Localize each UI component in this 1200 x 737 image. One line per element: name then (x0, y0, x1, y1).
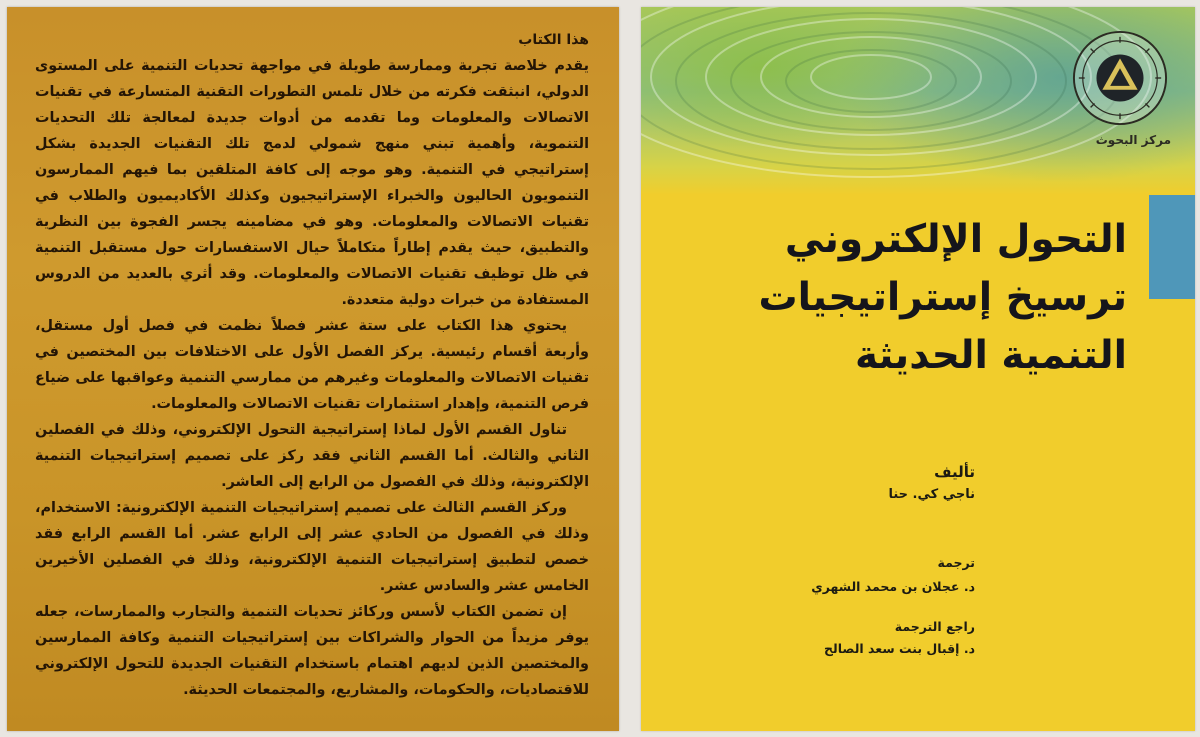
back-paragraph-1: يقدم خلاصة تجربة وممارسة طويلة في مواجهة تحديات التنمية على المستوى الدولي، انبثقت فكرته من خلال تلمس التطورات التقنية المتسارعة في تقنيات الاتصالات والمعلومات وما تقدمه من أدوات جديدة لمعالجة تلك التحديات التنموية، وأهمية تبني منهج شمولي لدمج تلك التقنيات الجديدة بشكل إستراتيجي في التنمية. وهو موجه إلى كافة المتلقين بما فيهم الممارسون التنمويون الحاليون والخبراء الإستراتيجيون وكذلك الأكاديميون والطلاب في تقنيات الاتصالات والمعلومات. وهو في مضامينه يجسر الفجوة بين النظرية والتطبيق، حيث يقدم إطاراً متكاملاً حيال الاستفسارات حول مستقبل التنمية في ظل توظيف تقنيات الاتصالات والمعلومات. وقد أثري بالعديد من الدروس المستفادة من خبرات دولية متعددة. (35, 58, 589, 308)
back-cover-text (35, 27, 589, 703)
title-line-2: ترسيخ إستراتيجيات (758, 275, 1127, 320)
translator-name: د. عجلان بن محمد الشهري (811, 579, 975, 594)
back-cover-heading: هذا الكتاب (518, 32, 589, 48)
translation-label: ترجمة (937, 555, 975, 570)
back-paragraph-5: إن تضمن الكتاب لأسس وركائز تحديات التنمية والتجارب والممارسات، جعله يوفر مزيداً من الحوار والشراكات بين إستراتيجيات التنمية وكافة الممارسين والمختصين الذين لديهم اهتمام باستخدام التقنيات الجديدة للتحول الإلكتروني للاقتصاديات، والحكومات، والمشاريع، والمجتمعات الحديثة. (35, 604, 589, 698)
reviewer-name: د. إقبال بنت سعد الصالح (824, 641, 975, 656)
back-cover (7, 7, 619, 731)
research-center-name: مركز البحوث (1095, 133, 1171, 147)
author-name: ناجي كي. حنا (888, 487, 975, 502)
back-paragraph-4: وركز القسم الثالث على تصميم إستراتيجيات التنمية الإلكترونية: الاستخدام، وذلك في الفصول من الحادي عشر إلى الرابع عشر. أما القسم الرابع فقد خصص لتطبيق إستراتيجيات التنمية الإلكترونية، وذلك في الفصلين الأخيرين الخامس عشر والسادس عشر. (35, 500, 589, 594)
cover-top-band (641, 7, 1195, 195)
back-paragraph-2: يحتوي هذا الكتاب على ستة عشر فصلاً نظمت في فصل أول مستقل، وأربعة أقسام رئيسية. يركز الفصل الأول على الاختلافات بين المختصين في تقنيات الاتصالات والمعلومات وغيرهم من ممارسي التنمية وعواقبها على ضياع فرص التنمية، وإهدار استثمارات تقنيات الاتصالات والمعلومات. (35, 318, 589, 412)
review-label: راجع الترجمة (894, 619, 975, 634)
back-paragraph-3: تناول القسم الأول لماذا إستراتيجية التحول الإلكتروني، وذلك في الفصلين الثاني والثالث. أما القسم الثاني فقد ركز على تصميم إستراتيجيات التنمية الإلكترونية، وذلك في الفصول من الرابع إلى العاشر. (35, 422, 589, 490)
blue-accent-tab (1149, 195, 1195, 299)
front-cover (641, 7, 1195, 731)
title-line-1: التحول الإلكتروني (784, 217, 1127, 262)
title-line-3: التنمية الحديثة (854, 333, 1127, 378)
author-label: تأليف (934, 463, 975, 481)
institute-seal-icon (1071, 29, 1169, 127)
book-title (687, 211, 1127, 385)
